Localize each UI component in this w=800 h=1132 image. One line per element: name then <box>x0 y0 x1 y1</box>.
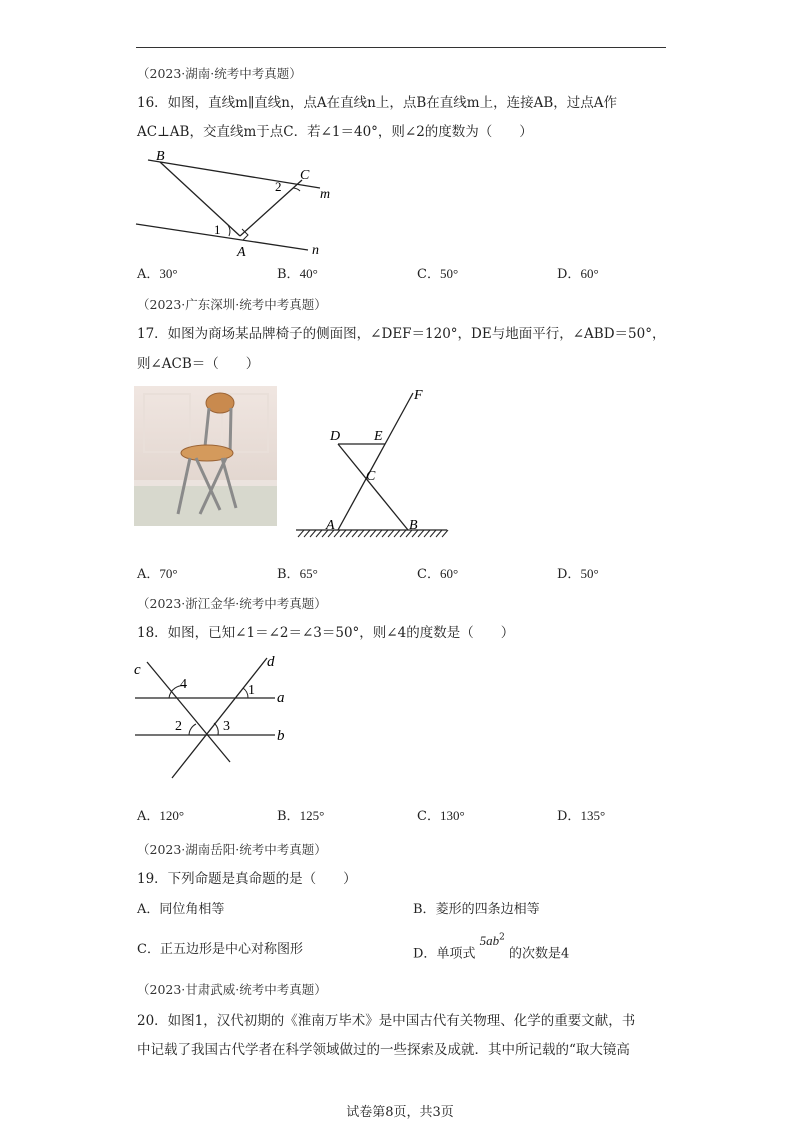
q17-source: （2023·广东深圳·统考中考真题） <box>137 297 327 312</box>
chair-photo <box>134 386 277 526</box>
q16-label-B: B <box>156 149 165 164</box>
q20-text-line2: 中记载了我国古代学者在科学领域做过的一些探索及成就．其中所记载的“取大镜高 <box>137 1042 630 1058</box>
q18-angle-1: 1 <box>248 683 255 698</box>
q16-text-line1: 16．如图，直线m∥直线n，点A在直线n上，点B在直线m上，连接AB，过点A作 <box>137 95 617 111</box>
q17-label-D: D <box>330 429 341 444</box>
q18-label-d: d <box>267 654 275 670</box>
q17-label-E: E <box>374 429 383 444</box>
q17-text-line1: 17．如图为商场某品牌椅子的侧面图，∠DEF＝120°，DE与地面平行，∠ABD＝50°， <box>137 326 666 342</box>
q17-option-d[interactable]: D．50° <box>557 566 599 582</box>
q18-angle-4: 4 <box>180 677 187 692</box>
q16-text-line2: AC⊥AB，交直线m于点C．若∠1＝40°，则∠2的度数为（ ） <box>137 124 533 140</box>
q16-option-d[interactable]: D．60° <box>557 266 599 282</box>
q16-figure <box>130 148 340 260</box>
q19-option-c[interactable]: C．正五边形是中心对称图形 <box>137 942 303 957</box>
q16-label-m: m <box>320 187 331 202</box>
q18-angle-2: 2 <box>175 719 182 734</box>
q16-source: （2023·湖南·统考中考真题） <box>137 66 302 81</box>
q16-angle-1: 1 <box>214 222 221 237</box>
q20-source: （2023·甘肃武威·统考中考真题） <box>137 982 327 997</box>
q18-text-line1: 18．如图，已知∠1＝∠2＝∠3＝50°，则∠4的度数是（ ） <box>137 625 515 641</box>
q17-label-F: F <box>414 388 423 403</box>
q19-text-line1: 19．下列命题是真命题的是（ ） <box>137 871 357 887</box>
q17-label-B: B <box>409 518 418 533</box>
q18-label-a: a <box>277 690 285 706</box>
q17-text-line2: 则∠ACB＝（ ） <box>137 356 260 372</box>
q16-angle-2: 2 <box>275 179 282 194</box>
q18-option-a[interactable]: A．120° <box>137 808 185 824</box>
q17-option-b[interactable]: B．65° <box>277 566 318 582</box>
q19-source: （2023·湖南岳阳·统考中考真题） <box>137 842 327 857</box>
q17-option-c[interactable]: C．60° <box>417 566 459 582</box>
q17-label-C: C <box>366 469 376 484</box>
q19-option-a[interactable]: A．同位角相等 <box>137 902 225 917</box>
q17-label-A: A <box>326 518 335 533</box>
header-rule <box>136 47 666 48</box>
q18-option-b[interactable]: B．125° <box>277 808 325 824</box>
q18-label-c: c <box>134 662 141 678</box>
q17-figure <box>290 385 455 540</box>
q17-option-a[interactable]: A．70° <box>137 566 178 582</box>
q20-text-line1: 20．如图1，汉代初期的《淮南万毕术》是中国古代有关物理、化学的重要文献，书 <box>137 1013 636 1029</box>
q16-option-b[interactable]: B．40° <box>277 266 318 282</box>
q16-option-a[interactable]: A．30° <box>137 266 178 282</box>
q18-label-b: b <box>277 728 285 744</box>
q19-option-b[interactable]: B．菱形的四条边相等 <box>413 902 540 917</box>
q16-label-n: n <box>312 243 319 258</box>
q16-label-C: C <box>300 168 310 183</box>
q18-angle-3: 3 <box>223 719 230 734</box>
q18-option-c[interactable]: C．130° <box>417 808 465 824</box>
q18-figure <box>130 650 295 782</box>
q18-source: （2023·浙江金华·统考中考真题） <box>137 596 327 611</box>
page-footer: 试卷第8页，共3页 <box>346 1105 454 1120</box>
ground-hatching <box>298 530 448 537</box>
q19-option-d[interactable]: D．单项式 $5ab^2$ 的次数是4 <box>413 933 570 962</box>
q16-label-A: A <box>237 245 246 260</box>
q18-option-d[interactable]: D．135° <box>557 808 606 824</box>
q16-option-c[interactable]: C．50° <box>417 266 459 282</box>
